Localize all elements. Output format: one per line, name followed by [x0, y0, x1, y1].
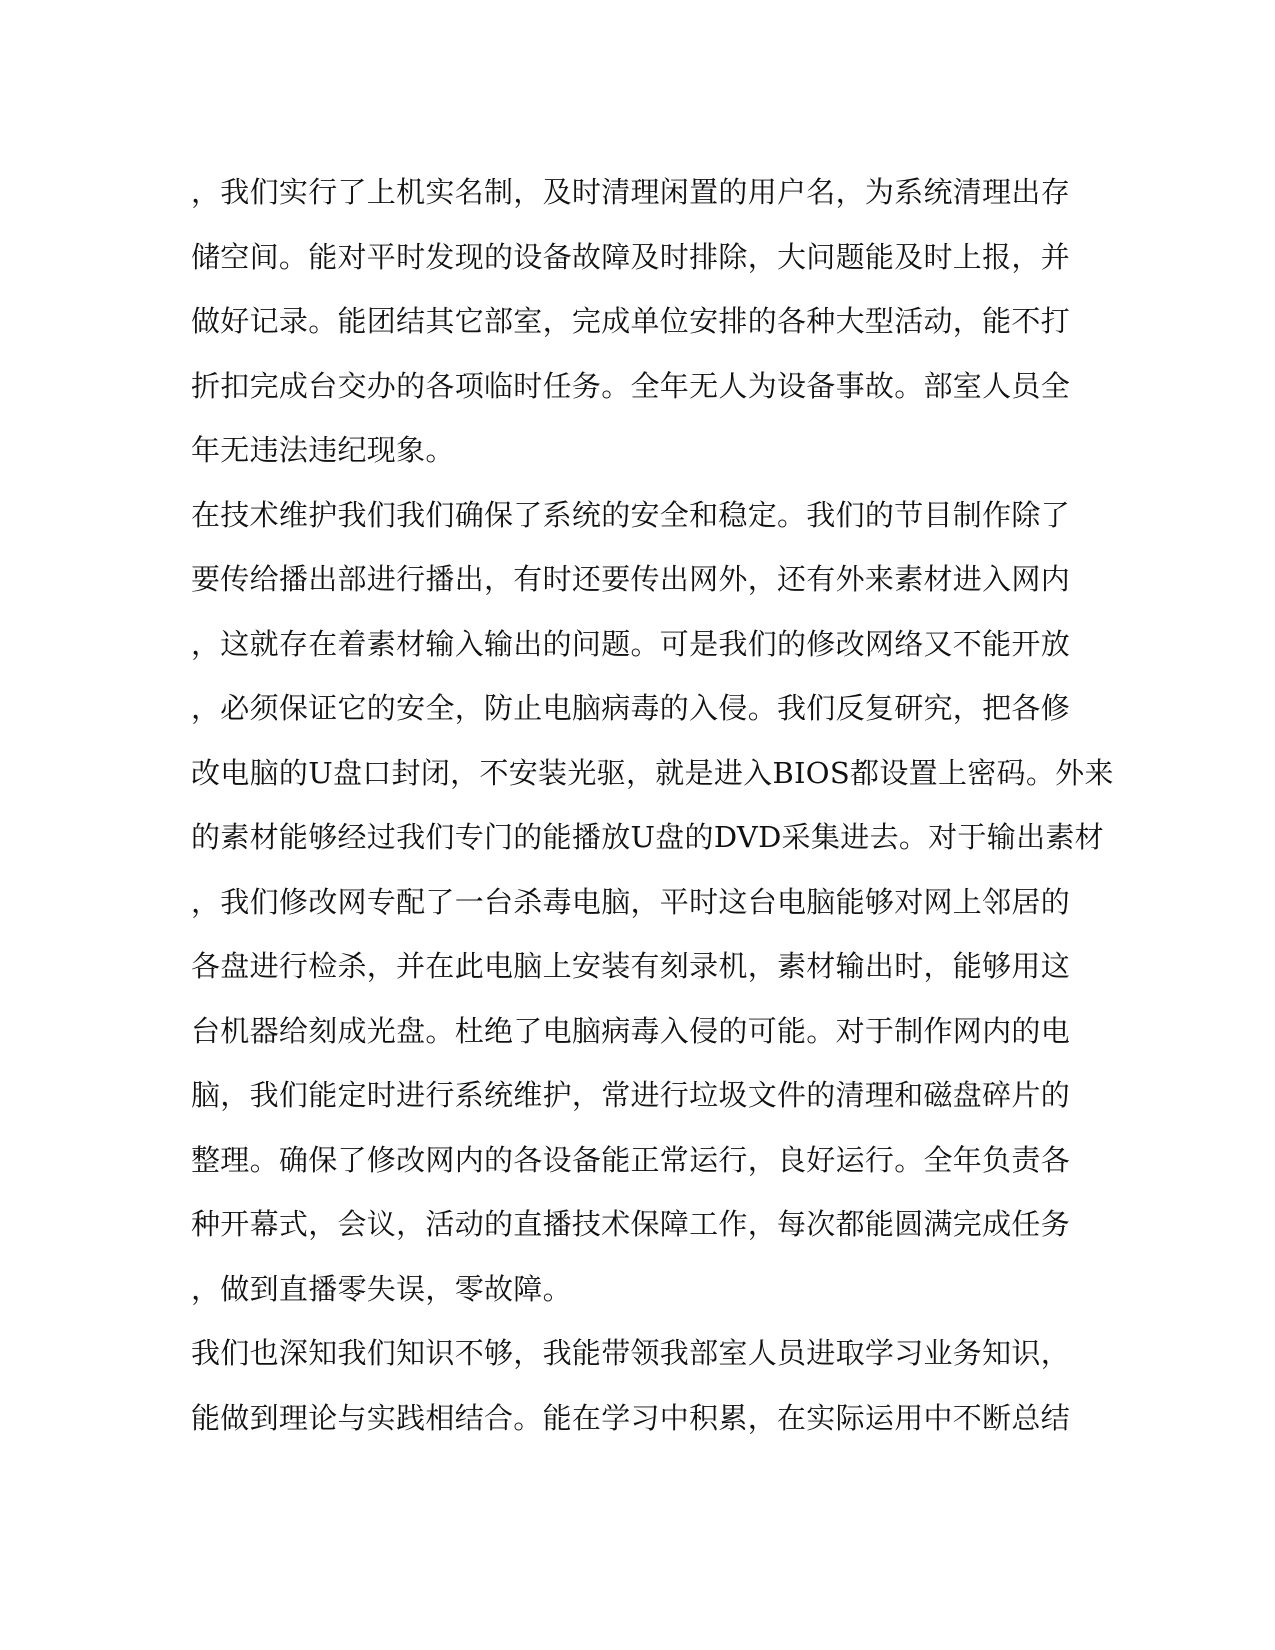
text-line: 台机器给刻成光盘。杜绝了电脑病毒入侵的可能。对于制作网内的电	[191, 1013, 1071, 1048]
text-line: 在技术维护我们我们确保了系统的安全和稳定。我们的节目制作除了	[191, 497, 1071, 532]
text-line: ，必须保证它的安全，防止电脑病毒的入侵。我们反复研究，把各修	[191, 691, 1071, 725]
text-line: 改电脑的U盘口封闭，不安装光驱，就是进入BIOS都设置上密码。外来	[191, 755, 1114, 790]
text-line: 的素材能够经过我们专门的能播放U盘的DVD采集进去。对于输出素材	[191, 820, 1104, 854]
text-line: 年无违法违纪现象。	[191, 433, 455, 467]
text-line: 脑，我们能定时进行系统维护，常进行垃圾文件的清理和磁盘碎片的	[191, 1078, 1071, 1112]
text-line: 我们也深知我们知识不够，我能带领我部室人员进取学习业务知识，	[191, 1336, 1071, 1370]
text-line: 储空间。能对平时发现的设备故障及时排除，大问题能及时上报，并	[191, 239, 1071, 274]
text-line: ，我们修改网专配了一台杀毒电脑，平时这台电脑能够对网上邻居的	[191, 884, 1071, 919]
text-line: 折扣完成台交办的各项临时任务。全年无人为设备事故。部室人员全	[191, 368, 1071, 403]
text-line: ，做到直播零失误，零故障。	[191, 1271, 572, 1306]
text-line: ，我们实行了上机实名制，及时清理闲置的用户名，为系统清理出存	[191, 175, 1071, 209]
text-line: ，这就存在着素材输入输出的问题。可是我们的修改网络又不能开放	[191, 626, 1071, 661]
text-line: 种开幕式，会议，活动的直播技术保障工作，每次都能圆满完成任务	[191, 1207, 1071, 1241]
text-line: 整理。确保了修改网内的各设备能正常运行，良好运行。全年负责各	[191, 1142, 1071, 1177]
text-line: 要传给播出部进行播出，有时还要传出网外，还有外来素材进入网内	[191, 562, 1071, 596]
text-line: 能做到理论与实践相结合。能在学习中积累，在实际运用中不断总结	[191, 1400, 1071, 1435]
body-text	[191, 160, 1114, 1450]
text-line: 各盘进行检杀，并在此电脑上安装有刻录机，素材输出时，能够用这	[191, 949, 1071, 983]
text-line: 做好记录。能团结其它部室，完成单位安排的各种大型活动，能不打	[191, 304, 1071, 338]
